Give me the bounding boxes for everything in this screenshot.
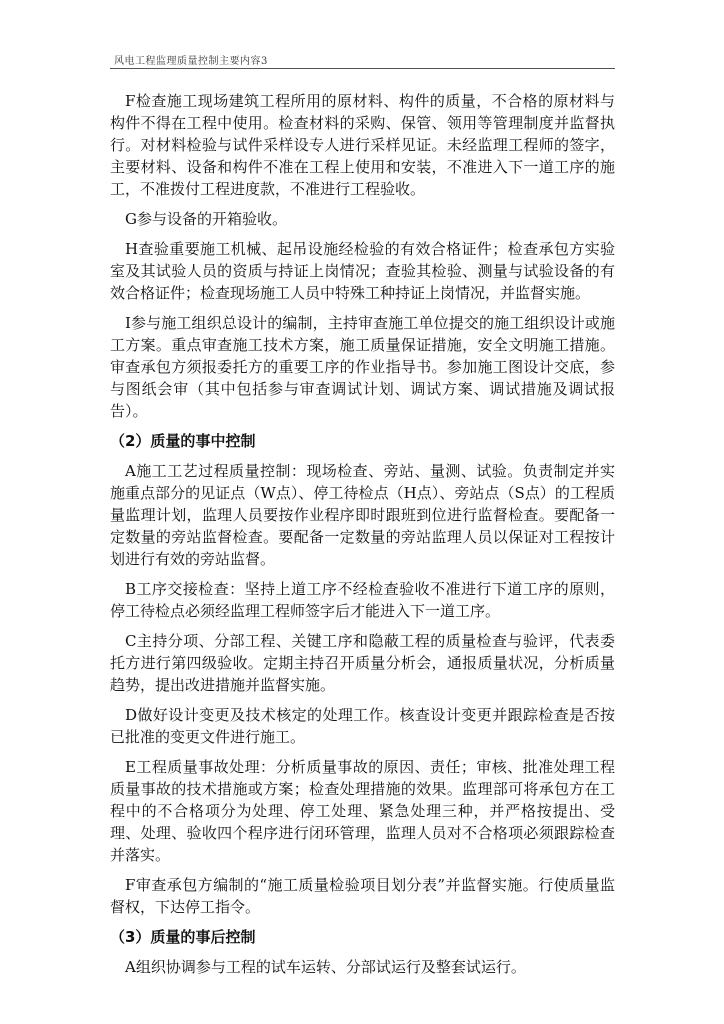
paragraph-h-machinery: H查验重要施工机械、起吊设施经检验的有效合格证件；检查承包方实验室及其试验人员的资质与持证上岗情况；查验其检验、测量与试验设备的有效合格证件；检查现场施工人员中特殊工种持证上岗情况，并监督实施。 [110, 240, 615, 302]
paragraph-e-accident: E工程质量事故处理：分析质量事故的原因、责任；审核、批准处理工程质量事故的技术措施或方案；检查处理措施的效果。监理部可将承包方在工程中的不合格项分为处理、停工处理、紧急处理三种，并严格按提出、受理、处理、验收四个程序进行闭环管理，监理人员对不合格项必须跟踪检查并落实。 [110, 758, 615, 864]
document-body [110, 90, 615, 986]
paragraph-f-materials: F检查施工现场建筑工程所用的原材料、构件的质量，不合格的原材料与构件不得在工程中使用。检查材料的采购、保管、领用等管理制度并监督执行。对材料检验与试件采样设专人进行采样见证。未经监理工程师的签字，主要材料、设备和构件不准在工程上使用和安装，不准进入下一道工序的施工，不准拨付工程进度款，不准进行工程验收。 [110, 92, 615, 198]
section-heading-in-process: （2）质量的事中控制 [110, 432, 256, 450]
paragraph-g-equipment: G参与设备的开箱验收。 [125, 210, 287, 228]
paragraph-b-handover: B工序交接检查：坚持上道工序不经检查验收不准进行下道工序的原则，停工待检点必须经监理工程师签字后才能进入下一道工序。 [110, 580, 615, 620]
section-heading-post-event: （3）质量的事后控制 [110, 928, 256, 946]
paragraph-d-design-change: D做好设计变更及技术核定的处理工作。核查设计变更并跟踪检查是否按已批准的变更文件进行施工。 [110, 706, 615, 746]
paragraph-a-process-control: A施工工艺过程质量控制：现场检查、旁站、量测、试验。负责制定并实施重点部分的见证点（W点）、停工待检点（H点）、旁站点（S点）的工程质量监理计划，监理人员要按作业程序即时跟班到位进行监督检查。要配备一定数量的旁站监督检查。要配备一定数量的旁站监理人员以保证对工程按计划进行有效的旁站监督。 [110, 462, 615, 568]
paragraph-a-trial-run: A组织协调参与工程的试车运转、分部试运行及整套试运行。 [125, 958, 526, 976]
page-header [110, 50, 615, 69]
paragraph-f-division-table: F审查承包方编制的“施工质量检验项目划分表”并监督实施。行使质量监督权，下达停工指令。 [110, 876, 615, 916]
header-title: 风电工程监理质量控制主要内容3 [114, 56, 268, 67]
paragraph-i-design: I参与施工组织总设计的编制，主持审查施工单位提交的施工组织设计或施工方案。重点审查施工技术方案，施工质量保证措施，安全文明施工措施。审查承包方须报委托方的重要工序的作业指导书。参加施工图设计交底，参与图纸会审（其中包括参与审查调试计划、调试方案、调试措施及调试报告）。 [110, 314, 615, 420]
paragraph-c-inspection: C主持分项、分部工程、关键工序和隐蔽工程的质量检查与验评，代表委托方进行第四级验收。定期主持召开质量分析会，通报质量状况，分析质量趋势，提出改进措施并监督实施。 [110, 632, 615, 694]
